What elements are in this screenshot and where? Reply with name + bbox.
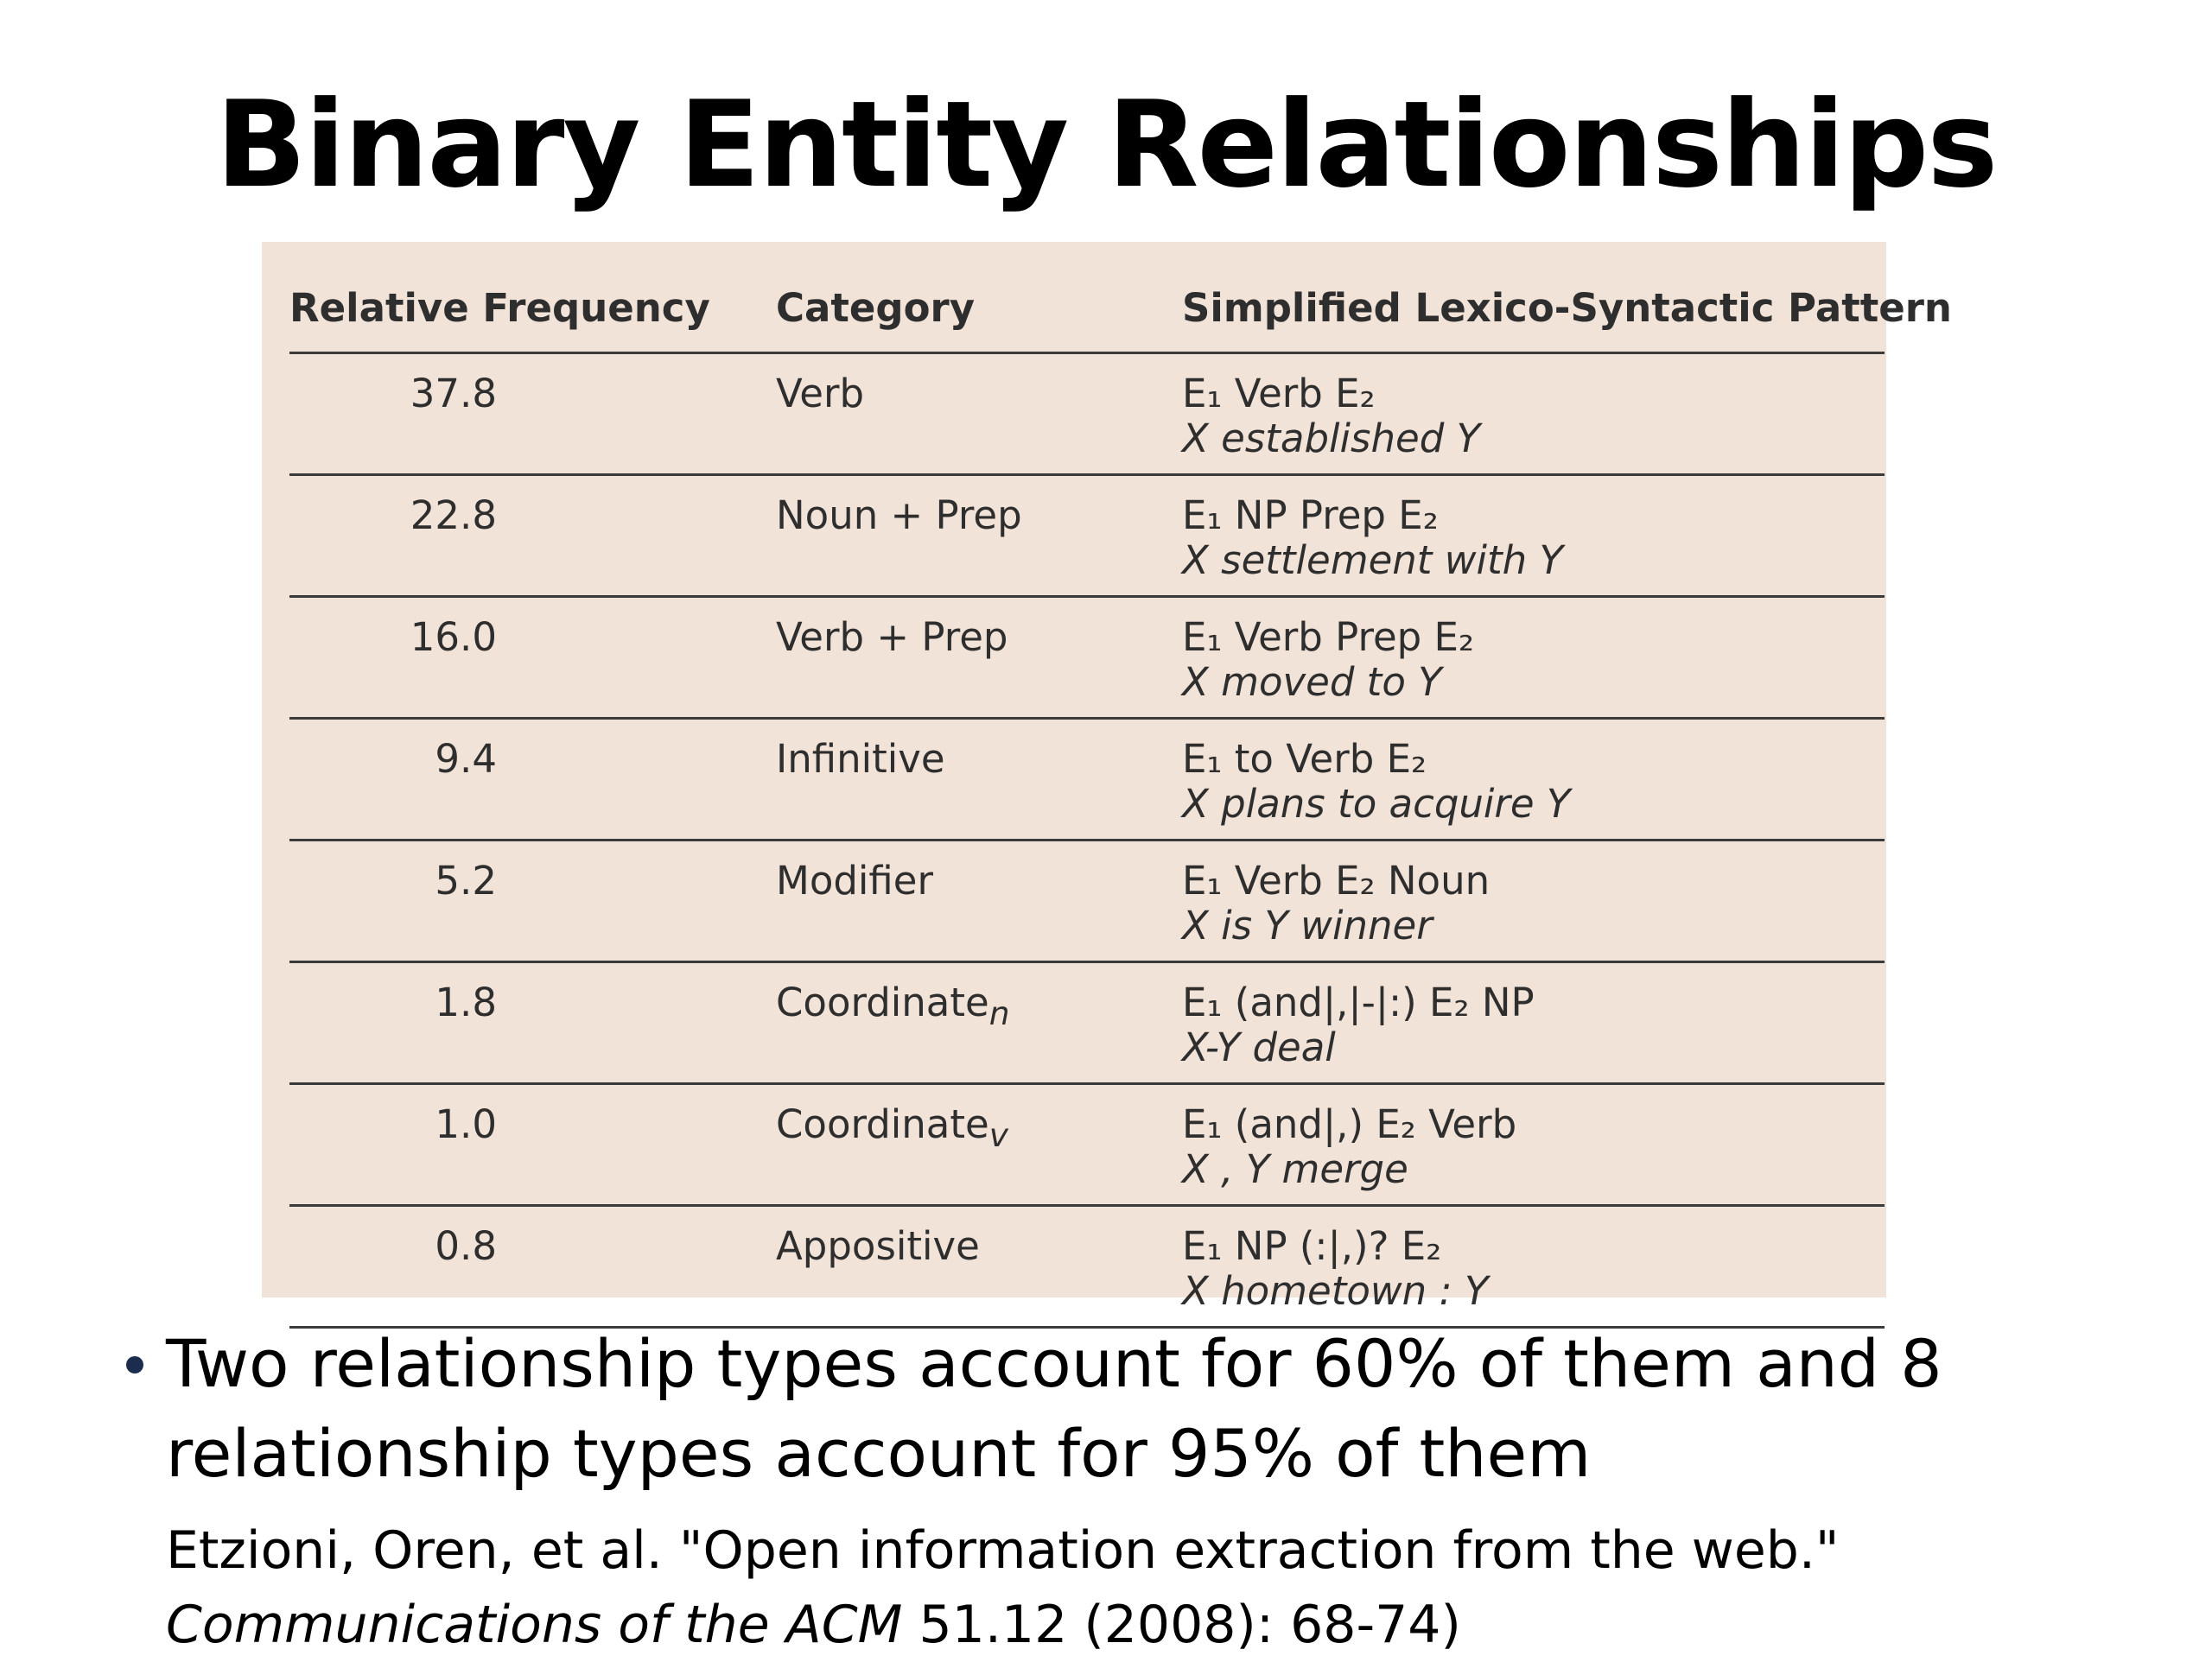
table-row: [289, 719, 1885, 841]
category-label: Modifier: [776, 858, 933, 904]
category-label: Coordinate: [776, 980, 989, 1025]
frequency-value: 37.8: [410, 371, 497, 416]
pattern-text: E₁ (and|,|-|:) E₂ NP: [1182, 980, 1535, 1025]
citation-line-1: Etzioni, Oren, et al. "Open information extraction from the web.": [166, 1520, 1840, 1581]
relationship-table: [289, 263, 1952, 1329]
category-subscript: n: [988, 994, 1010, 1032]
pattern-example: X is Y winner: [1182, 903, 1433, 948]
category-label: Verb: [776, 371, 865, 416]
slide-title: Binary Entity Relationships: [215, 75, 1997, 214]
category-subscript: v: [988, 1116, 1008, 1154]
header-pattern: Simplified Lexico-Syntactic Pattern: [1182, 263, 1885, 353]
frequency-value: 0.8: [435, 1223, 497, 1269]
relationship-table-panel: [262, 242, 1952, 1314]
pattern-example: X moved to Y: [1182, 659, 1442, 705]
category-label: Infinitive: [776, 736, 945, 782]
pattern-text: E₁ Verb E₂: [1182, 371, 1376, 416]
table-row: [289, 353, 1885, 475]
frequency-value: 1.0: [435, 1101, 497, 1147]
category-label: Verb + Prep: [776, 614, 1008, 660]
header-relative-frequency: Relative Frequency: [289, 263, 776, 353]
table-row: [289, 962, 1885, 1084]
frequency-value: 1.8: [435, 980, 497, 1025]
pattern-example: X plans to acquire Y: [1182, 781, 1571, 827]
category-label: Noun + Prep: [776, 492, 1022, 538]
category-label: Coordinate: [776, 1101, 989, 1147]
pattern-text: E₁ NP (:|,)? E₂: [1182, 1223, 1442, 1269]
pattern-text: E₁ Verb Prep E₂: [1182, 614, 1475, 660]
frequency-value: 22.8: [410, 492, 497, 538]
citation-journal: Communications of the ACM: [166, 1595, 903, 1655]
pattern-example: X-Y deal: [1182, 1024, 1336, 1070]
bullet-dot-icon: [126, 1356, 143, 1373]
frequency-value: 5.2: [435, 858, 497, 904]
table-row: [289, 597, 1885, 719]
bullet-text: Two relationship types account for 60% of them and 8 relationship types account for 95% of them: [166, 1325, 1942, 1492]
header-category: Category: [776, 263, 1182, 353]
frequency-value: 9.4: [435, 736, 497, 782]
table-row: [289, 841, 1885, 962]
citation-line-2: [166, 1588, 2067, 1662]
table-row: [289, 1206, 1885, 1328]
table-header-row: [289, 263, 1885, 353]
pattern-text: E₁ Verb E₂ Noun: [1182, 858, 1491, 904]
pattern-example: X hometown : Y: [1182, 1268, 1489, 1314]
table-row: [289, 475, 1885, 597]
citation-details: 51.12 (2008): 68-74): [902, 1595, 1461, 1655]
table-row: [289, 1084, 1885, 1206]
citation: [166, 1513, 2067, 1662]
frequency-value: 16.0: [410, 614, 497, 660]
pattern-text: E₁ to Verb E₂: [1182, 736, 1427, 782]
pattern-text: E₁ NP Prep E₂: [1182, 492, 1439, 538]
pattern-example: X established Y: [1182, 416, 1481, 461]
pattern-example: X , Y merge: [1182, 1146, 1408, 1192]
pattern-example: X settlement with Y: [1182, 537, 1563, 583]
pattern-text: E₁ (and|,) E₂ Verb: [1182, 1101, 1517, 1147]
category-label: Appositive: [776, 1223, 980, 1269]
